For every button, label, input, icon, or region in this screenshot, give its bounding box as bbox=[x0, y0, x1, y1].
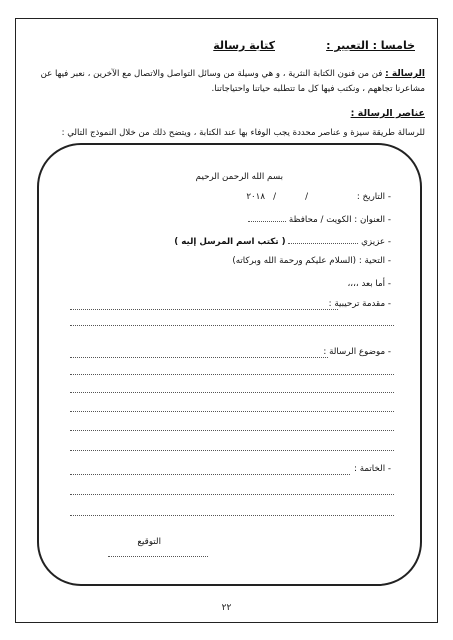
intro-line-2 bbox=[70, 325, 394, 326]
address-dots bbox=[248, 213, 286, 222]
basmala: بسم الله الرحمن الرحيم bbox=[195, 172, 283, 182]
greeting-line bbox=[174, 235, 391, 247]
topic-line-6 bbox=[70, 450, 394, 451]
topic-line-1 bbox=[70, 357, 328, 358]
signature-label: التوقيع bbox=[137, 537, 161, 547]
closing-line-2 bbox=[70, 494, 394, 495]
intro-line-1 bbox=[70, 309, 338, 310]
date-year: ٢٠١٨ bbox=[246, 192, 265, 202]
intro-term: الرسالة : bbox=[385, 69, 425, 79]
elements-heading: عناصر الرسالة : bbox=[350, 108, 425, 119]
page-number: ٢٢ bbox=[221, 603, 232, 613]
section-title: خامسا : التعبير : bbox=[326, 39, 415, 52]
address-label: - العنوان : الكويت / محافظة bbox=[288, 215, 391, 225]
closing-line-3 bbox=[70, 515, 394, 516]
intro-label: - مقدمة ترحيبية : bbox=[328, 299, 391, 309]
greeting-note: ( تكتب اسم المرسل إليه ) bbox=[174, 237, 286, 247]
salutation: - التحية : (السلام عليكم ورحمة الله وبركاته) bbox=[232, 256, 391, 266]
date-slash-2: / bbox=[273, 192, 276, 202]
topic-line-5 bbox=[70, 430, 394, 431]
greeting-dots bbox=[288, 235, 358, 244]
date-label: - التاريخ : bbox=[356, 192, 391, 202]
intro-paragraph bbox=[30, 67, 425, 97]
date-slash-1: / bbox=[305, 192, 308, 202]
greeting-label: - عزيزي bbox=[361, 237, 391, 247]
topic-line-3 bbox=[70, 392, 394, 393]
elements-description: للرسالة طريقة سيزة و عناصر محددة يجب الوفاء بها عند الكتابة ، ويتضح ذلك من خلال النموذج التالي : bbox=[61, 128, 425, 138]
letter-template-frame bbox=[37, 143, 422, 586]
topic-label: - موضوع الرسالة : bbox=[323, 347, 391, 357]
topic-title: كتابة رسالة bbox=[213, 39, 275, 52]
intro-text: فن من فنون الكتابة النثرية ، و هي وسيلة من وسائل التواصل والاتصال مع الآخرين ، نعبر فيها عن مشاعرنا تجاههم ، ونكتب فيها كل ما تتطلبه حياتنا واحتياجاتنا. bbox=[40, 69, 425, 94]
closing-line-1 bbox=[70, 474, 350, 475]
address-line bbox=[248, 213, 391, 225]
signature-line bbox=[108, 556, 208, 557]
closing-label: - الخاتمة : bbox=[354, 464, 391, 474]
topic-line-2 bbox=[70, 374, 394, 375]
topic-line-4 bbox=[70, 411, 394, 412]
ama-bad: - أما بعد ،،،، bbox=[347, 279, 391, 289]
